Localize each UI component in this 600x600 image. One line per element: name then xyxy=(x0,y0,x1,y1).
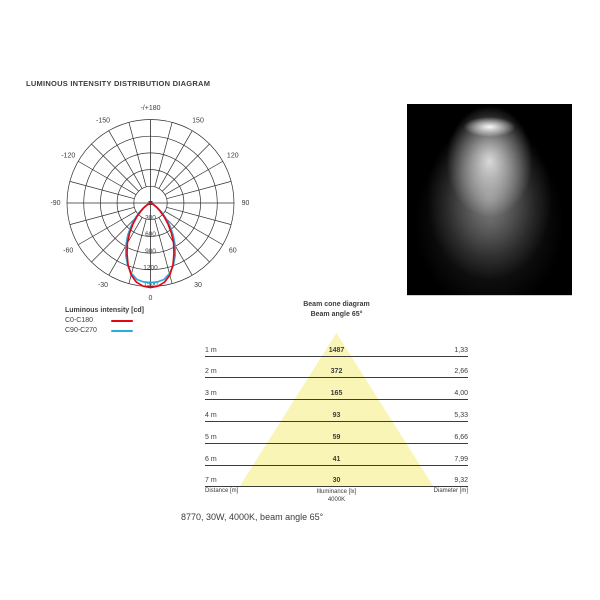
distance-value: 6 m xyxy=(205,455,217,463)
beam-row xyxy=(205,473,468,487)
svg-text:60: 60 xyxy=(228,247,237,255)
svg-text:30: 30 xyxy=(194,282,202,290)
svg-text:-120: -120 xyxy=(61,152,76,160)
beam-row xyxy=(205,386,468,400)
beam-photo xyxy=(407,104,572,296)
column-label-diameter: Diameter [m] xyxy=(433,488,468,494)
distance-value: 1 m xyxy=(205,346,217,354)
diameter-value: 1,33 xyxy=(454,346,468,354)
page-title: LUMINOUS INTENSITY DISTRIBUTION DIAGRAM xyxy=(26,79,211,88)
beam-row xyxy=(205,430,468,444)
illuminance-value: 372 xyxy=(330,368,343,376)
cct-label: 4000K xyxy=(327,497,346,503)
svg-text:1500: 1500 xyxy=(143,281,158,289)
distance-value: 7 m xyxy=(205,477,217,485)
illuminance-value: 165 xyxy=(330,390,343,398)
svg-text:900: 900 xyxy=(145,247,156,255)
diameter-value: 7,99 xyxy=(454,455,468,463)
svg-text:-90: -90 xyxy=(50,199,61,207)
beam-cone-footer xyxy=(205,488,468,504)
diameter-value: 4,00 xyxy=(454,390,468,398)
svg-text:90: 90 xyxy=(241,199,250,207)
column-label-distance: Distance [m] xyxy=(205,488,239,494)
distance-value: 5 m xyxy=(205,433,217,441)
svg-text:0: 0 xyxy=(148,294,153,302)
legend-swatch-blue xyxy=(111,330,133,332)
svg-text:-/+180: -/+180 xyxy=(140,104,161,112)
diameter-value: 5,33 xyxy=(454,411,468,419)
illuminance-value: 30 xyxy=(332,477,341,485)
legend-title: Luminous intensity [cd] xyxy=(65,307,144,314)
illuminance-value: 1487 xyxy=(328,346,345,354)
illuminance-label: Illuminance [lx] xyxy=(316,489,357,495)
svg-text:-150: -150 xyxy=(95,117,111,125)
diameter-value: 2,66 xyxy=(454,368,468,376)
legend-label-c90-c270: C90-C270 xyxy=(65,327,97,334)
svg-text:-60: -60 xyxy=(63,247,74,255)
beam-cone-title: Beam cone diagram xyxy=(303,301,370,308)
column-label-illuminance xyxy=(265,488,408,504)
legend-swatch-red xyxy=(111,320,133,322)
beam-row xyxy=(205,452,468,466)
distance-value: 3 m xyxy=(205,390,217,398)
distance-value: 2 m xyxy=(205,368,217,376)
diameter-value: 6,66 xyxy=(454,433,468,441)
svg-text:-30: -30 xyxy=(97,282,109,290)
polar-chart xyxy=(30,95,276,307)
legend-item-c0-c180 xyxy=(65,316,144,326)
illuminance-value: 93 xyxy=(332,411,341,419)
distance-value: 4 m xyxy=(205,411,217,419)
svg-text:1200: 1200 xyxy=(143,264,158,272)
svg-text:600: 600 xyxy=(145,231,156,239)
beam-row xyxy=(205,408,468,422)
illuminance-value: 59 xyxy=(332,433,341,441)
beam-row xyxy=(205,343,468,357)
beam-cone-diagram xyxy=(205,296,468,514)
product-caption: 8770, 30W, 4000K, beam angle 65° xyxy=(181,512,324,522)
svg-text:120: 120 xyxy=(226,152,239,160)
illuminance-value: 41 xyxy=(332,455,341,463)
polar-legend xyxy=(65,306,144,336)
svg-text:300: 300 xyxy=(145,214,156,222)
diameter-value: 9,32 xyxy=(454,477,468,485)
svg-text:150: 150 xyxy=(192,117,204,125)
beam-row xyxy=(205,364,468,378)
legend-label-c0-c180: C0-C180 xyxy=(65,317,94,324)
beam-cone-subtitle: Beam angle 65° xyxy=(310,311,363,318)
legend-item-c90-c270 xyxy=(65,326,144,336)
